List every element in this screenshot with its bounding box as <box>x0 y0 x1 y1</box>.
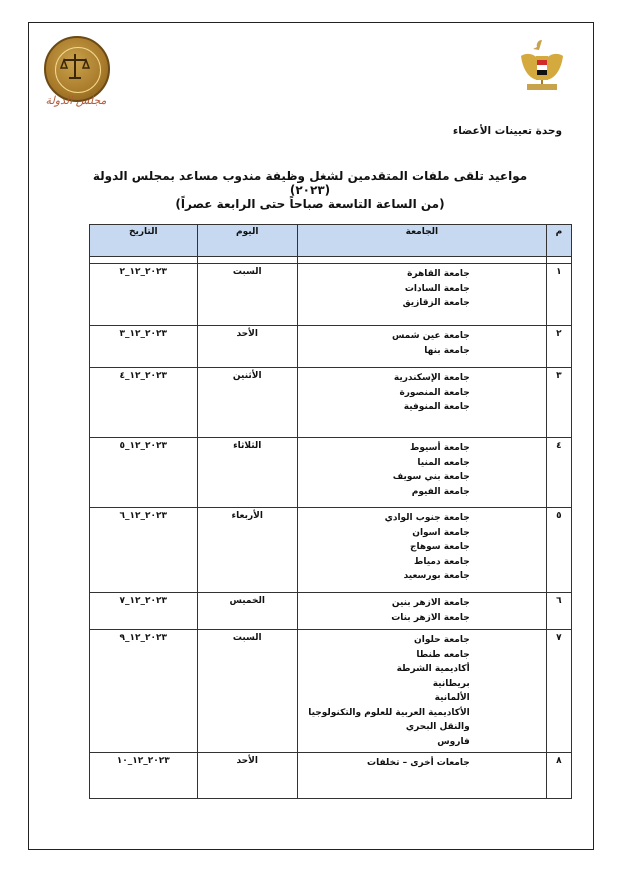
row-universities <box>297 368 546 438</box>
row-day: السبت <box>197 264 297 326</box>
header-day: اليوم <box>197 225 297 257</box>
row-day: الأحد <box>197 326 297 368</box>
university-name: جامعة السادات <box>404 283 470 294</box>
header-num: م <box>546 225 571 257</box>
row-universities <box>297 264 546 326</box>
header-university: الجامعة <box>297 225 546 257</box>
university-name: جامعة بورسعيد <box>403 571 470 581</box>
university-name: جامعة المنصورة <box>399 387 470 398</box>
table-row <box>90 368 572 438</box>
university-name: جامعة جنوب الوادي <box>384 513 470 523</box>
university-name: الأكاديمية العربية للعلوم والتكنولوجيا والنقل البحري <box>308 707 470 732</box>
schedule-table <box>89 224 572 799</box>
row-universities <box>297 508 546 593</box>
row-date: ٢٠٢٣_١٢_٧ <box>90 593 198 630</box>
university-name: جامعة بني سويف <box>392 472 470 482</box>
row-date: ٢٠٢٣_١٢_٢ <box>90 264 198 326</box>
row-day: الأثنين <box>197 368 297 438</box>
row-date: ٢٠٢٣_١٢_٦ <box>90 508 198 593</box>
table-row <box>90 326 572 368</box>
row-day: الأربعاء <box>197 508 297 593</box>
row-day: الأحد <box>197 753 297 799</box>
university-name: فاروس <box>437 736 470 747</box>
row-universities <box>297 593 546 630</box>
university-name: جامعة الزقازيق <box>402 298 470 308</box>
table-row <box>90 264 572 326</box>
page-title: مواعيد تلقى ملفات المتقدمين لشغل وظيفة مندوب مساعد بمجلس الدولة (٢٠٢٣) <box>92 169 528 197</box>
header-date: التاريخ <box>90 225 198 257</box>
row-date: ٢٠٢٣_١٢_٥ <box>90 438 198 508</box>
row-day: الثلاثاء <box>197 438 297 508</box>
row-number: ١ <box>546 264 571 326</box>
university-name: جامعة دمياط <box>414 556 470 567</box>
row-date: ٢٠٢٣_١٢_٩ <box>90 630 198 753</box>
page-subtitle: (من الساعة التاسعة صباحاً حتى الرابعة عصراً) <box>175 197 445 211</box>
table-header-row <box>90 225 572 257</box>
university-name: جامعة أسيوط <box>410 443 470 453</box>
row-universities <box>297 630 546 753</box>
university-name: جامعة حلوان <box>414 635 470 645</box>
row-number: ٦ <box>546 593 571 630</box>
university-name: جامعة اسوان <box>412 527 470 538</box>
egypt-eagle-emblem-icon <box>517 36 567 96</box>
row-date: ٢٠٢٣_١٢_٣ <box>90 326 198 368</box>
university-name: جامعة الإسكندرية <box>393 373 470 383</box>
row-number: ٢ <box>546 326 571 368</box>
table-row <box>90 508 572 593</box>
row-number: ٨ <box>546 753 571 799</box>
row-number: ٣ <box>546 368 571 438</box>
table-row <box>90 593 572 630</box>
table-row <box>90 753 572 799</box>
university-name: جامعة عين شمس <box>391 331 470 341</box>
row-date: ٢٠٢٣_١٢_١٠ <box>90 753 198 799</box>
row-number: ٧ <box>546 630 571 753</box>
row-number: ٤ <box>546 438 571 508</box>
table-row <box>90 630 572 753</box>
state-council-logo-caption: مجلس الدولة <box>45 94 107 107</box>
university-name: الألمانية <box>434 693 470 703</box>
row-day: السبت <box>197 630 297 753</box>
university-name: جامعات أخرى – تخلفات <box>367 758 470 768</box>
university-name: جامعة سوهاج <box>410 542 470 552</box>
row-universities <box>297 326 546 368</box>
university-name: بريطانية <box>432 678 470 689</box>
university-name: جامعه طنطا <box>416 649 470 660</box>
university-name: جامعة القاهرة <box>407 269 470 279</box>
university-name: جامعة الازهر بنين <box>391 598 470 608</box>
state-council-seal-logo <box>44 36 110 102</box>
row-day: الخميس <box>197 593 297 630</box>
row-universities <box>297 438 546 508</box>
row-number: ٥ <box>546 508 571 593</box>
row-date: ٢٠٢٣_١٢_٤ <box>90 368 198 438</box>
university-name: جامعة الفيوم <box>411 486 470 497</box>
department-name: وحدة تعيينات الأعضاء <box>452 125 562 137</box>
university-name: جامعه المنيا <box>417 457 470 468</box>
table-row <box>90 438 572 508</box>
row-universities <box>297 753 546 799</box>
university-name: أكاديمية الشرطة <box>396 664 470 674</box>
university-name: جامعة المنوفية <box>403 402 470 412</box>
university-name: جامعة الازهر بنات <box>391 612 470 623</box>
university-name: جامعة بنها <box>424 345 470 356</box>
